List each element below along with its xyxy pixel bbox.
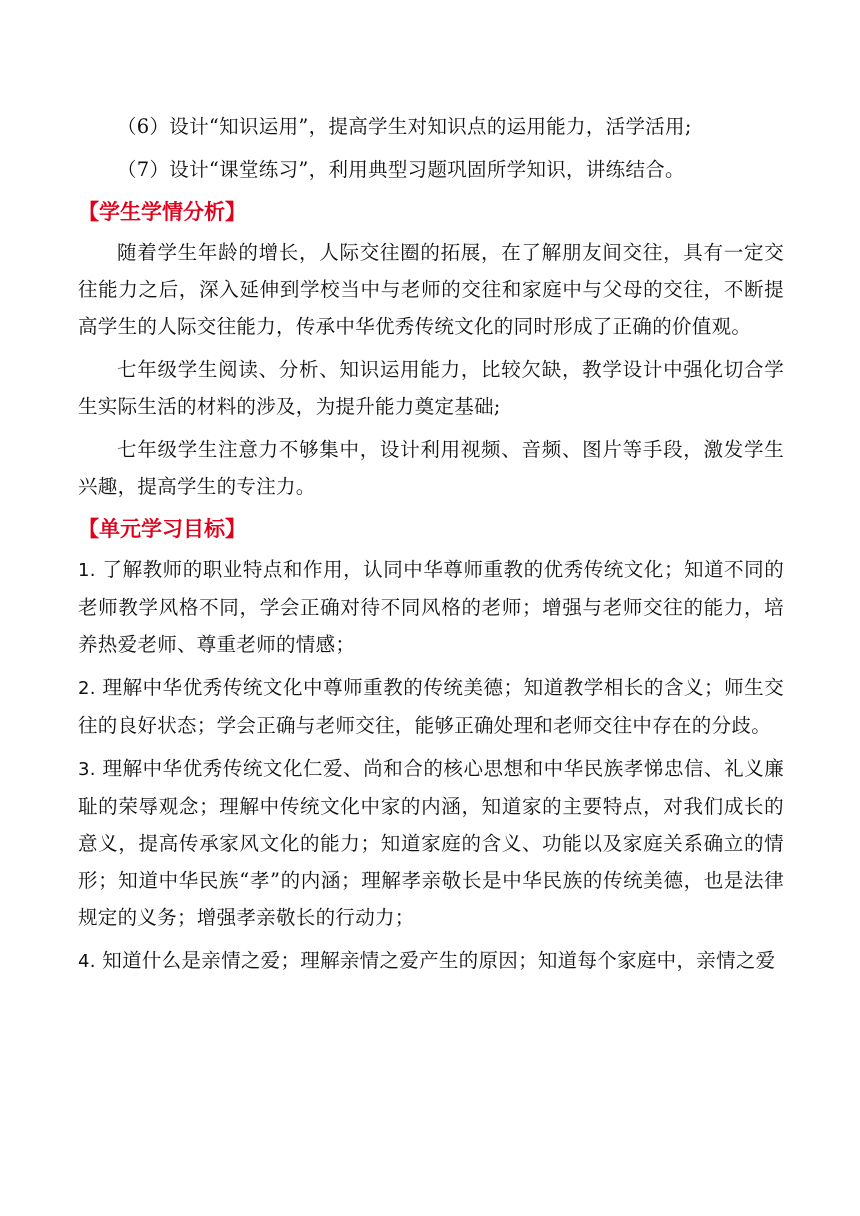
design-item-6: （6）设计“知识运用”，提高学生对知识点的运用能力，活学活用; — [117, 115, 692, 138]
goal-text: 了解教师的职业特点和作用，认同中华尊师重教的优秀传统文化；知道不同的老师教学风格不同，学会正确对待不同风格的老师；增强与老师交往的能力，培养热爱老师、尊重老师的情感； — [78, 558, 784, 656]
student-paragraph-2: 七年级学生阅读、分析、知识运用能力，比较欠缺，教学设计中强化切合学生实际生活的材料的涉及，为提升能力奠定基础; — [78, 358, 784, 418]
goal-number: 3. — [78, 759, 96, 780]
unit-goals-heading: 【单元学习目标】 — [78, 517, 246, 541]
goal-item-2 — [78, 669, 784, 744]
goal-number: 2. — [78, 678, 96, 699]
student-paragraph-1: 随着学生年龄的增长，人际交往圈的拓展，在了解朋友间交往，具有一定交往能力之后，深入延伸到学校当中与老师的交往和家庭中与父母的交往，不断提高学生的人际交往能力，传承中华优秀传统文化的同时形成了正确的价值观。 — [78, 241, 784, 338]
document-page — [78, 108, 784, 986]
goal-text: 理解中华优秀传统文化中尊师重教的传统美德；知道教学相长的含义；师生交往的良好状态；学会正确与老师交往，能够正确处理和老师交往中存在的分歧。 — [78, 676, 784, 737]
student-paragraph-3: 七年级学生注意力不够集中，设计利用视频、音频、图片等手段，激发学生兴趣，提高学生的专注力。 — [78, 438, 784, 498]
goal-item-3 — [78, 750, 784, 936]
design-item-7: （7）设计“课堂练习”，利用典型习题巩固所学知识，讲练结合。 — [117, 158, 685, 181]
goal-item-1 — [78, 551, 784, 663]
goal-text: 知道什么是亲情之爱；理解亲情之爱产生的原因；知道每个家庭中，亲情之爱 — [102, 949, 776, 972]
student-analysis-heading: 【学生学情分析】 — [78, 200, 246, 224]
goal-text: 理解中华优秀传统文化仁爱、尚和合的核心思想和中华民族孝悌忠信、礼义廉耻的荣辱观念；理解中传统文化中家的内涵，知道家的主要特点，对我们成长的意义，提高传承家风文化的能力；知道家庭的含义、功能以及家庭关系确立的情形；知道中华民族“孝”的内涵；理解孝亲敬长是中华民族的传统美德，也是法律规定的义务；增强孝亲敬长的行动力； — [78, 757, 784, 929]
goal-item-4 — [78, 942, 784, 980]
goal-number: 4. — [78, 951, 96, 972]
goal-number: 1. — [78, 560, 96, 581]
